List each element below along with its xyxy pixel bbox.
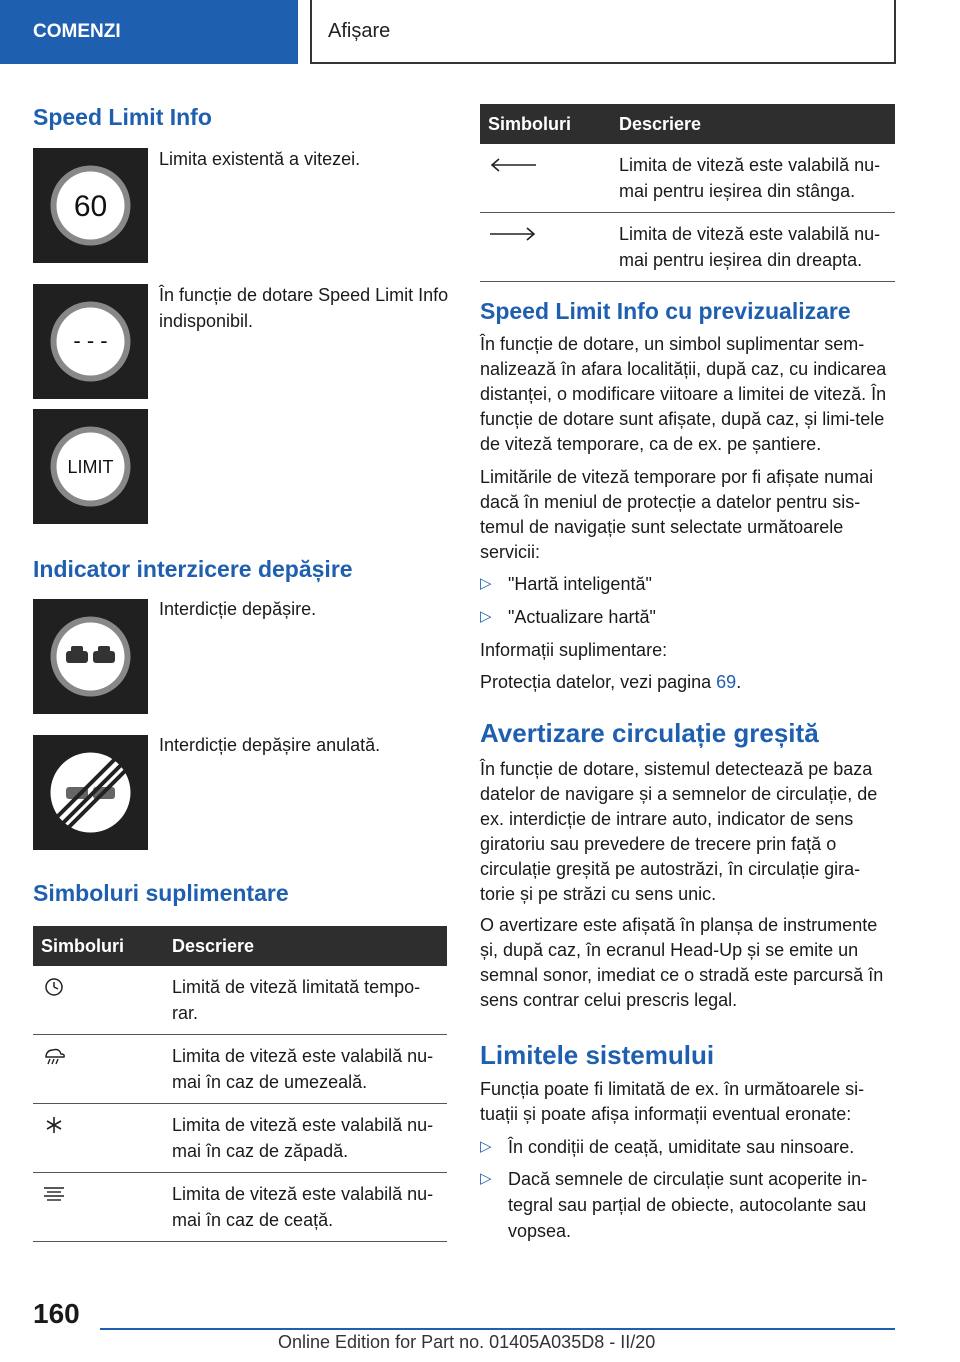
description-cell: Limita de viteză este valabilă nu-mai pentru ieșirea din stânga.: [611, 144, 895, 213]
column-header-description: Descriere: [164, 926, 447, 966]
wrong-way-paragraph-1: În funcție de dotare, sistemul detectează pe baza datelor de navigare și a semnelor de circulație, de ex. interdicție de intrare auto, indicator de sens giratoriu sau prevedere de trecere prin față o circulație greșită pe autostrăzi, în circulație gira-torie și pe străzi cu sens unic.: [480, 759, 878, 904]
limit-sign-image: [33, 409, 148, 524]
limit-item: Dacă semnele de circulație sunt acoperite in-tegral sau parțial de obiecte, autocolante sau vopsea.: [508, 1169, 868, 1241]
description-cell: Limita de viteză este valabilă nu-mai în caz de zăpadă.: [164, 1104, 447, 1173]
symbol-cell: [480, 213, 611, 282]
page-link[interactable]: 69: [716, 672, 737, 692]
sign1-description: Limita existentă a vitezei.: [159, 149, 361, 169]
wrong-way-heading: Avertizare circulație greșită: [480, 718, 819, 748]
exit-symbols-table: [480, 104, 895, 282]
arrow-right-icon: [488, 225, 538, 243]
reference-end: .: [736, 672, 742, 692]
limit-item: În condiții de ceață, umiditate sau ninsoare.: [508, 1137, 855, 1157]
table-row: [33, 1173, 447, 1242]
speed-limit-heading: Speed Limit Info: [33, 104, 212, 130]
sign2-label: - - -: [73, 328, 108, 353]
end-no-overtaking-icon: [33, 735, 148, 850]
bullet-triangle-icon: ▷: [480, 575, 492, 592]
speed-60-sign-image: [33, 148, 148, 263]
table-row: [33, 966, 447, 1035]
chapter-label: Afișare: [328, 19, 391, 42]
sign2-description: În funcție de dotare Speed Limit Info indisponibil.: [159, 285, 449, 331]
description-cell: Limita de viteză este valabilă nu-mai pentru ieșirea din dreapta.: [611, 213, 895, 282]
snowflake-icon: [41, 1115, 67, 1135]
extra-symbols-heading: Simboluri suplimentare: [33, 880, 289, 906]
edition-text: Online Edition for Part no. 01405A035D8 - II/20: [278, 1332, 656, 1352]
table-header-row: [33, 926, 447, 966]
sign5-description: Interdicție depășire anulată.: [159, 735, 381, 755]
preview-paragraph-2: Limitările de viteză temporare por fi afișate numai dacă în meniul de protecție a datelor pentru sis-temul de navigație sunt selectate următoarele servicii:: [480, 467, 874, 562]
table-row: [480, 144, 895, 213]
system-limits-heading: Limitele sistemului: [480, 1040, 715, 1070]
list-item: [480, 571, 652, 597]
rain-icon: [41, 1046, 67, 1066]
section-label: COMENZI: [33, 21, 121, 42]
extra-symbols-table: [33, 926, 447, 1242]
symbol-cell: [33, 1173, 164, 1242]
wrong-way-paragraph-2: O avertizare este afișată în planșa de instrumente și, după caz, în ecranul Head-Up și se emite un semnal sonor, imediat ce o stradă este parcursă în sens contrar celui prescris legal.: [480, 915, 884, 1010]
description-cell: Limita de viteză este valabilă nu-mai în caz de ceață.: [164, 1173, 447, 1242]
sign1-label: 60: [73, 190, 108, 223]
no-overtaking-sign-image: [33, 599, 148, 714]
column-header-symbols: Simboluri: [480, 104, 611, 144]
description-cell: Limita de viteză este valabilă nu-mai în caz de umezeală.: [164, 1035, 447, 1104]
service-item: "Hartă inteligentă": [508, 574, 652, 594]
list-item: [480, 1134, 895, 1160]
bullet-triangle-icon: ▷: [480, 1138, 492, 1155]
clock-icon: [41, 977, 67, 997]
section-tab: [0, 0, 298, 64]
preview-heading: Speed Limit Info cu previzualizare: [480, 298, 851, 324]
arrow-left-icon: [488, 156, 538, 174]
system-limits-paragraph: Funcția poate fi limitată de ex. în următoarele si-tuații și poate afișa informații eventual eronate:: [480, 1079, 865, 1124]
table-row: [33, 1035, 447, 1104]
page-number: 160: [33, 1298, 80, 1329]
speed-unavailable-icon: [33, 284, 148, 399]
table-row: [480, 213, 895, 282]
list-item: [480, 1166, 895, 1244]
column-header-description: Descriere: [611, 104, 895, 144]
end-no-overtaking-sign-image: [33, 735, 148, 850]
footer-edition: [278, 1332, 655, 1353]
list-item: [480, 604, 656, 630]
no-overtaking-icon: [33, 599, 148, 714]
table-header-row: [480, 104, 895, 144]
fog-icon: [41, 1184, 67, 1204]
symbol-cell: [480, 144, 611, 213]
description-cell: Limită de viteză limitată tempo-rar.: [164, 966, 447, 1035]
column-header-symbols: Simboluri: [33, 926, 164, 966]
speed-60-icon: [33, 148, 148, 263]
service-item: "Actualizare hartă": [508, 607, 656, 627]
more-info-label: Informații suplimentare:: [480, 640, 668, 660]
sign3-label: LIMIT: [67, 457, 114, 477]
symbol-cell: [33, 966, 164, 1035]
chapter-title: [310, 0, 896, 64]
page-reference: [480, 670, 741, 695]
bullet-triangle-icon: ▷: [480, 1170, 492, 1187]
speed-unavailable-sign-image: [33, 284, 148, 399]
table-row: [33, 1104, 447, 1173]
limit-icon: [33, 409, 148, 524]
reference-text: Protecția datelor, vezi pagina: [480, 672, 712, 692]
sign4-description: Interdicție depășire.: [159, 599, 317, 619]
footer-divider: [100, 1328, 895, 1330]
symbol-cell: [33, 1104, 164, 1173]
bullet-triangle-icon: ▷: [480, 608, 492, 625]
symbol-cell: [33, 1035, 164, 1104]
preview-paragraph-1: În funcție de dotare, un simbol suplimentar sem-nalizează în afara localității, după caz, cu indicarea distanței, o modificare viitoare a limitei de viteză. În funcție de dotare sunt afișate, după caz, și limi-tele de viteză temporare, ca de ex. pe șantiere.: [480, 334, 887, 454]
overtake-heading: Indicator interzicere depășire: [33, 556, 353, 582]
